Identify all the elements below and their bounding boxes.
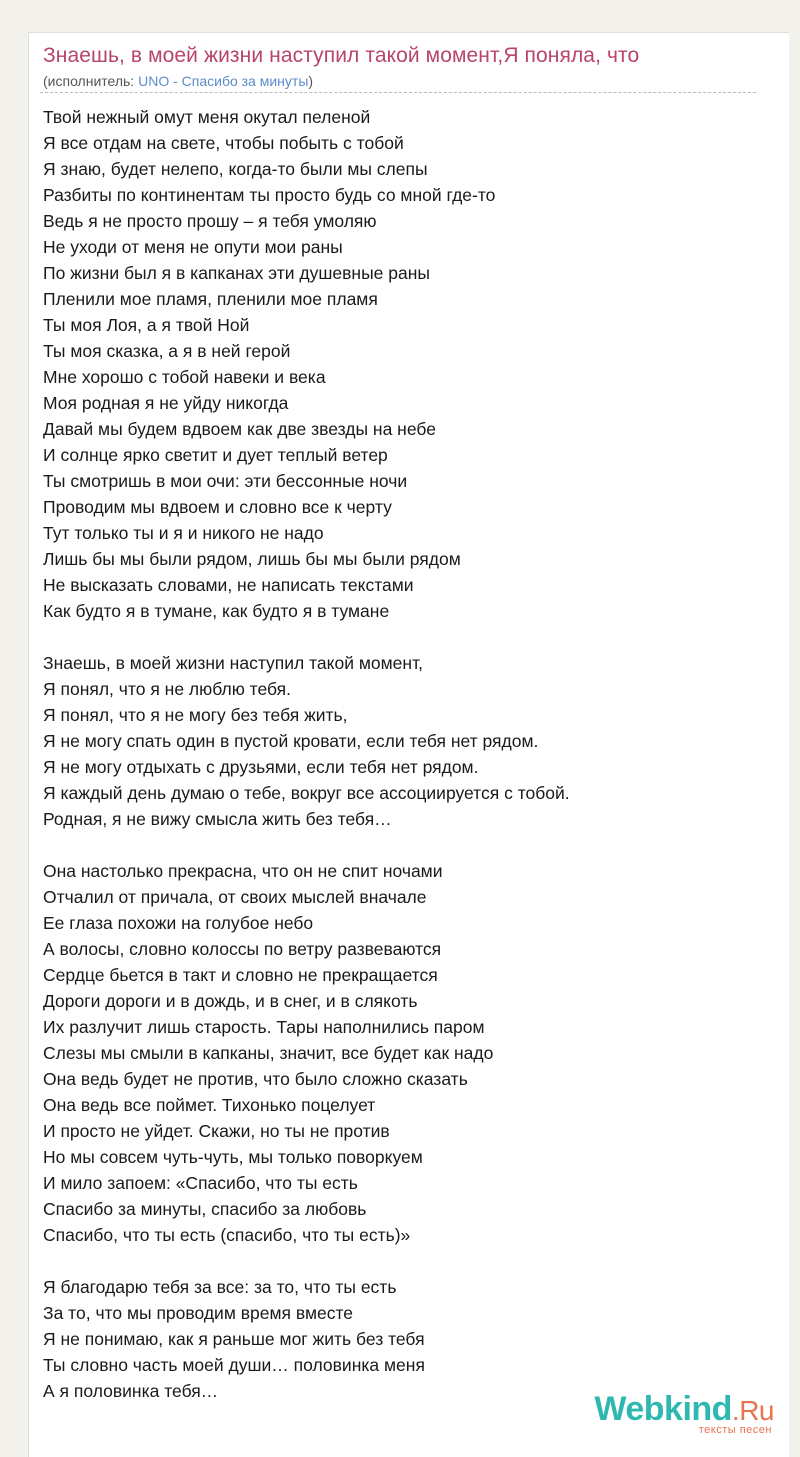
lyrics-line: Я все отдам на свете, чтобы побыть с тобой	[43, 133, 404, 153]
lyrics-text	[43, 104, 773, 1404]
divider	[40, 92, 756, 93]
lyrics-line: Твой нежный омут меня окутал пеленой	[43, 107, 371, 127]
lyrics-line: Не высказать словами, не написать текстами	[43, 575, 414, 595]
lyrics-line: Моя родная я не уйду никогда	[43, 393, 289, 413]
lyrics-line: Я не могу спать один в пустой кровати, если тебя нет рядом.	[43, 731, 539, 751]
lyrics-line: Ты моя сказка, а я в ней герой	[43, 341, 291, 361]
lyrics-line: И мило запоем: «Спасибо, что ты есть	[43, 1173, 358, 1193]
lyrics-line: Не уходи от меня не опути мои раны	[43, 237, 343, 257]
lyrics-line: Она ведь будет не против, что было сложно сказать	[43, 1069, 468, 1089]
lyrics-line: Проводим мы вдвоем и словно все к черту	[43, 497, 392, 517]
lyrics-stanza	[43, 858, 773, 1248]
lyrics-stanza	[43, 1274, 773, 1404]
lyrics-line: Я не понимаю, как я раньше мог жить без тебя	[43, 1329, 425, 1349]
lyrics-line: Я знаю, будет нелепо, когда-то были мы слепы	[43, 159, 428, 179]
lyrics-line: Тут только ты и я и никого не надо	[43, 523, 324, 543]
lyrics-line: Как будто я в тумане, как будто я в тумане	[43, 601, 390, 621]
lyrics-line: Мне хорошо с тобой навеки и века	[43, 367, 326, 387]
lyrics-line: Спасибо за минуты, спасибо за любовь	[43, 1199, 367, 1219]
logo-wordmark[interactable]	[594, 1392, 774, 1428]
lyrics-line: Разбиты по континентам ты просто будь со мной где-то	[43, 185, 496, 205]
lyrics-line: Пленили мое пламя, пленили мое пламя	[43, 289, 378, 309]
lyrics-line: Ты смотришь в мои очи: эти бессонные ночи	[43, 471, 408, 491]
site-logo[interactable]	[594, 1390, 774, 1452]
lyrics-line: Спасибо, что ты есть (спасибо, что ты есть)»	[43, 1225, 411, 1245]
lyrics-line: Я понял, что я не люблю тебя.	[43, 679, 292, 699]
lyrics-line: Ты словно часть моей души… половинка меня	[43, 1355, 425, 1375]
lyrics-line: По жизни был я в капканах эти душевные раны	[43, 263, 430, 283]
lyrics-line: Лишь бы мы были рядом, лишь бы мы были рядом	[43, 549, 461, 569]
lyrics-line: Ее глаза похожи на голубое небо	[43, 913, 314, 933]
lyrics-line: Давай мы будем вдвоем как две звезды на небе	[43, 419, 436, 439]
lyrics-line: Но мы совсем чуть-чуть, мы только поворкуем	[43, 1147, 423, 1167]
lyrics-line: Она ведь все поймет. Тихонько поцелует	[43, 1095, 376, 1115]
lyrics-line: За то, что мы проводим время вместе	[43, 1303, 354, 1323]
lyrics-line: Их разлучит лишь старость. Тары наполнились паром	[43, 1017, 485, 1037]
lyrics-line: Она настолько прекрасна, что он не спит ночами	[43, 861, 443, 881]
song-title: Знаешь, в моей жизни наступил такой момент,Я поняла, что	[43, 44, 640, 67]
lyrics-line: Отчалил от причала, от своих мыслей вначале	[43, 887, 427, 907]
lyrics-line: Сердце бьется в такт и словно не прекращается	[43, 965, 438, 985]
lyrics-line: А я половинка тебя…	[43, 1381, 219, 1401]
logo-tagline: тексты песен	[698, 1424, 772, 1436]
artist-suffix: )	[308, 73, 314, 89]
lyrics-line: Я не могу отдыхать с друзьями, если тебя нет рядом.	[43, 757, 479, 777]
lyrics-line: Знаешь, в моей жизни наступил такой момент,	[43, 653, 424, 673]
lyrics-line: Ты моя Лоя, а я твой Ной	[43, 315, 250, 335]
lyrics-line: И просто не уйдет. Скажи, но ты не против	[43, 1121, 390, 1141]
lyrics-line: Родная, я не вижу смысла жить без тебя…	[43, 809, 392, 829]
artist-line	[43, 73, 313, 89]
lyrics-line: Я благодарю тебя за все: за то, что ты есть	[43, 1277, 397, 1297]
logo-name: Webkind	[594, 1390, 732, 1428]
lyrics-stanza	[43, 104, 773, 624]
artist-song-link[interactable]: UNO - Спасибо за минуты	[138, 73, 309, 89]
lyrics-line: И солнце ярко светит и дует теплый ветер	[43, 445, 388, 465]
lyrics-line: Ведь я не просто прошу – я тебя умоляю	[43, 211, 377, 231]
lyrics-line: Дороги дороги и в дождь, и в снег, и в слякоть	[43, 991, 418, 1011]
lyrics-stanza	[43, 650, 773, 832]
lyrics-line: Я понял, что я не могу без тебя жить,	[43, 705, 348, 725]
lyrics-line: Слезы мы смыли в капканы, значит, все будет как надо	[43, 1043, 494, 1063]
lyrics-line: А волосы, словно колоссы по ветру развеваются	[43, 939, 442, 959]
artist-prefix: (исполнитель:	[43, 73, 139, 89]
logo-tld: .Ru	[731, 1395, 774, 1426]
lyrics-line: Я каждый день думаю о тебе, вокруг все ассоциируется с тобой.	[43, 783, 570, 803]
